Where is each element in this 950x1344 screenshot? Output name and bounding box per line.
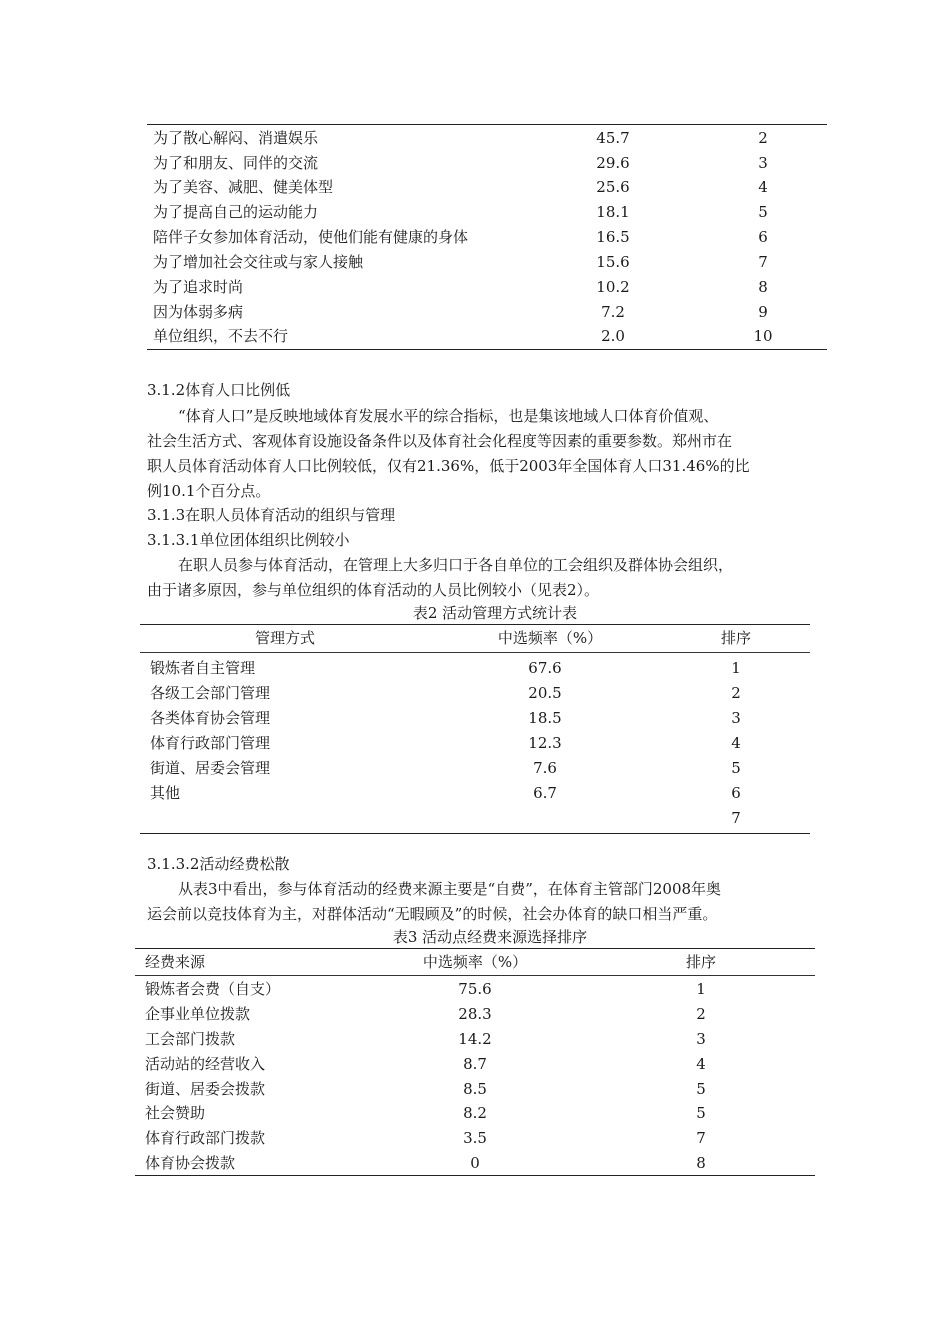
row-item: 工会部门拨款 [145,1030,236,1048]
row-frequency: 29.6 [596,154,630,172]
paragraph-line: 从表3中看出，参与体育活动的经费来源主要是“自费”，在体育主管部门2008年奥 [178,880,722,898]
table-row [0,681,950,706]
paragraph-line: 在职人员参与体育活动，在管理上大多归口于各自单位的工会组织及群体协会组织， [178,556,734,574]
table1-bottom-rule [147,349,827,350]
row-rank: 2 [731,684,741,702]
row-frequency: 0 [470,1154,480,1172]
paragraph-line: 社会生活方式、客观体育设施设备条件以及体育社会化程度等因素的重要参数。郑州市在 [147,432,733,450]
table-row [0,1077,950,1102]
row-frequency: 20.5 [528,684,562,702]
row-rank: 7 [731,809,741,827]
row-rank: 5 [696,1080,706,1098]
row-rank: 1 [696,980,706,998]
paragraph-line: 职人员体育活动体育人口比例较低，仅有21.36%，低于2003年全国体育人口31.46%的比 [147,457,750,475]
table-row [0,1052,950,1077]
table-row [0,275,950,300]
row-rank: 7 [696,1129,706,1147]
table-row [0,1027,950,1052]
table3-header-row [0,950,950,975]
row-item: 为了追求时尚 [153,278,244,296]
row-item: 街道、居委会拨款 [145,1080,266,1098]
row-item: 企事业单位拨款 [145,1005,251,1023]
row-item: 活动站的经营收入 [145,1055,266,1073]
row-item: 因为体弱多病 [153,303,244,321]
table-row [0,1101,950,1126]
row-item: 体育行政部门拨款 [145,1129,266,1147]
section-heading: 3.1.3在职人员体育活动的组织与管理 [147,506,396,524]
row-item: 陪伴子女参加体育活动，使他们能有健康的身体 [153,228,469,246]
row-frequency: 67.6 [528,659,562,677]
table3-caption: 表3 活动点经费来源选择排序 [392,928,588,946]
row-frequency: 8.5 [463,1080,487,1098]
table-row [0,126,950,151]
row-rank: 5 [758,203,768,221]
table3-header-rule [135,975,815,976]
row-item: 锻炼者会费（自支） [145,980,281,998]
table-row [0,1151,950,1176]
table-row [0,731,950,756]
row-item: 各级工会部门管理 [150,684,271,702]
row-frequency: 7.6 [533,759,557,777]
row-frequency: 2.0 [601,327,625,345]
row-item: 为了提高自己的运动能力 [153,203,319,221]
column-header: 排序 [720,629,751,647]
table-row [0,1126,950,1151]
row-rank: 3 [758,154,768,172]
row-rank: 8 [758,278,768,296]
row-frequency: 15.6 [596,253,630,271]
column-header: 排序 [685,953,716,971]
row-frequency: 75.6 [458,980,492,998]
table-row [0,1002,950,1027]
table2-caption: 表2 活动管理方式统计表 [412,604,578,622]
row-frequency: 7.2 [601,303,625,321]
row-rank: 4 [696,1055,706,1073]
row-rank: 3 [731,709,741,727]
table2-header-rule [140,652,810,653]
row-rank: 4 [758,178,768,196]
section-heading: 3.1.3.1单位团体组织比例较小 [147,531,350,549]
table-row [0,324,950,349]
table-row [0,200,950,225]
table3-bottom-rule [135,1175,815,1176]
row-rank: 9 [758,303,768,321]
row-frequency: 25.6 [596,178,630,196]
row-rank: 6 [731,784,741,802]
row-frequency: 18.5 [528,709,562,727]
section-heading: 3.1.2体育人口比例低 [147,381,291,399]
paragraph-line: 运会前以竞技体育为主，对群体活动“无暇顾及”的时候，社会办体育的缺口相当严重。 [147,905,718,923]
table-row [0,250,950,275]
row-item: 为了和朋友、同伴的交流 [153,154,319,172]
row-rank: 7 [758,253,768,271]
section-heading: 3.1.3.2活动经费松散 [147,855,290,873]
row-frequency: 12.3 [528,734,562,752]
paragraph-line: 例10.1个百分点。 [147,482,271,500]
row-rank: 6 [758,228,768,246]
row-frequency: 16.5 [596,228,630,246]
row-rank: 5 [696,1104,706,1122]
table3-top-rule [135,948,815,949]
row-frequency: 6.7 [533,784,557,802]
row-frequency: 28.3 [458,1005,492,1023]
row-rank: 2 [696,1005,706,1023]
row-frequency: 10.2 [596,278,630,296]
table-row [0,781,950,806]
row-rank: 8 [696,1154,706,1172]
table-row [0,300,950,325]
row-item: 为了增加社会交往或与家人接触 [153,253,364,271]
row-rank: 10 [753,327,773,345]
row-frequency: 8.2 [463,1104,487,1122]
table-row [0,656,950,681]
column-header: 中选频率（%） [422,953,528,971]
row-frequency: 8.7 [463,1055,487,1073]
row-item: 单位组织，不去不行 [153,327,289,345]
row-frequency: 45.7 [596,129,630,147]
row-frequency: 14.2 [458,1030,492,1048]
column-header: 经费来源 [145,953,206,971]
table-row [0,756,950,781]
table-row [0,225,950,250]
row-rank: 3 [696,1030,706,1048]
row-item: 街道、居委会管理 [150,759,271,777]
row-item: 其他 [150,784,181,802]
row-item: 各类体育协会管理 [150,709,271,727]
row-item: 社会赞助 [145,1104,206,1122]
row-rank: 1 [731,659,741,677]
row-item: 体育行政部门管理 [150,734,271,752]
row-rank: 5 [731,759,741,777]
table2-bottom-rule [140,833,810,834]
row-item: 为了美容、减肥、健美体型 [153,178,334,196]
table-row [0,806,950,831]
table2-header-row [0,626,950,651]
column-header: 管理方式 [254,629,315,647]
row-frequency: 18.1 [596,203,630,221]
table2-top-rule [140,624,810,625]
table1-top-rule [147,124,827,125]
column-header: 中选频率（%） [497,629,603,647]
table-row [0,151,950,176]
row-frequency: 3.5 [463,1129,487,1147]
row-item: 为了散心解闷、消遣娱乐 [153,129,319,147]
row-rank: 2 [758,129,768,147]
row-rank: 4 [731,734,741,752]
row-item: 锻炼者自主管理 [150,659,256,677]
paragraph-line: 由于诸多原因，参与单位组织的体育活动的人员比例较小（见表2）。 [147,581,600,599]
table-row [0,977,950,1002]
table-row [0,706,950,731]
table-row [0,175,950,200]
row-item: 体育协会拨款 [145,1154,236,1172]
paragraph-line: “体育人口”是反映地域体育发展水平的综合指标，也是集该地域人口体育价值观、 [178,407,719,425]
